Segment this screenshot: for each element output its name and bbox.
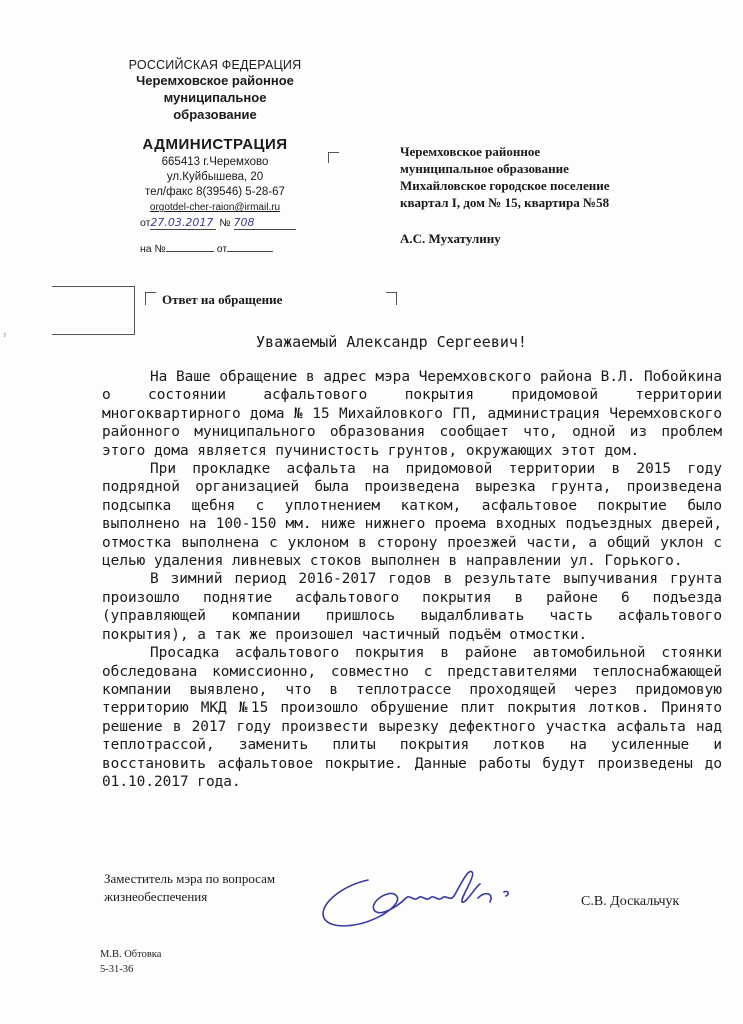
outgoing-date-prefix: от	[140, 217, 151, 229]
signatory-title-line-2: жизнеобеспечения	[104, 889, 208, 904]
sender-municipality-line-1: Черемховское районное	[136, 73, 294, 88]
recipient-line-1: Черемховское районное	[400, 144, 541, 159]
address-window-corner	[328, 152, 339, 163]
recipient-address	[400, 143, 609, 211]
sender-municipality-line-2: муниципальное	[163, 90, 267, 105]
signatory-title-line-1: Заместитель мэра по вопросам	[104, 871, 276, 886]
sender-address-line-3: тел/факс 8(39546) 5-28-67	[145, 186, 285, 198]
letter-body	[102, 368, 722, 791]
subject-corner-right	[386, 292, 397, 305]
outgoing-number	[140, 216, 296, 230]
sender-block	[100, 58, 330, 123]
recipient-line-3: Михайловское городское поселение	[400, 178, 610, 193]
recipient-line-2: муниципальное образование	[400, 161, 569, 176]
outgoing-no-label: №	[219, 217, 231, 229]
reference-number	[140, 243, 273, 255]
reference-from-label: от	[216, 243, 228, 255]
outgoing-date: 27.03.2017	[150, 216, 214, 229]
executor-phone: 5-31-36	[100, 964, 134, 975]
executor-info	[100, 947, 161, 977]
body-paragraph: На Ваше обращение в адрес мэра Черемховского района В.Л. Побойкина о состоянии асфальтового покрытия придомовой территории многоквартирного дома № 15 Михайловкого ГП, администрация Черемховского районного муниципального образования сообщает что, одной из проблем этого дома является пучинистость грунтов, окружающих этот дом.	[102, 369, 722, 459]
body-paragraph: В зимний период 2016-2017 годов в результате выпучивания грунта произошло поднятие асфальтового покрытия в районе 6 подъезда (управляющей компании пришлось выдалбливать часть асфальтового покрытия), а так же произошел частичный подъём отмостки.	[102, 571, 722, 643]
recipient-name: А.С. Мухатулину	[400, 231, 501, 246]
sender-country: РОССИЙСКАЯ ФЕДЕРАЦИЯ	[128, 58, 302, 72]
letter-subject: Ответ на обращение	[162, 292, 283, 307]
signatory-name: С.В. Доскальчук	[581, 894, 680, 909]
sender-address-line-2: ул.Куйбышева, 20	[166, 171, 264, 183]
sender-address-line-1: 665413 г.Черемхово	[161, 156, 269, 168]
sender-department: АДМИНИСТРАЦИЯ	[142, 136, 288, 153]
sender-address	[100, 155, 330, 215]
body-paragraph: При прокладке асфальта на придомовой территории в 2015 году подрядной организацией была произведена вырезка грунта, произведена подсыпка щебня с уплотнением катком, асфальтовое покрытие было выполнено на 100-150 мм. ниже нижнего проема входных подъездных дверей, отмостка выполнена с уклоном в сторону проезжей части, а общий уклон с целью удаления ливневых стоков выполнен в направлении ул. Горького.	[102, 461, 722, 570]
sender-municipality-line-3: образование	[173, 107, 257, 122]
reference-no-label: на №	[140, 243, 166, 255]
handwritten-signature	[310, 858, 540, 938]
recipient-line-4: квартал I, дом № 15, квартира №58	[400, 195, 610, 210]
signatory-title	[104, 870, 275, 906]
outgoing-number-value: 708	[233, 216, 255, 229]
sender-email: orgotdel-cher-raion@irmail.ru	[149, 202, 281, 213]
stamp-box	[52, 286, 135, 335]
margin-mark: ⁷	[3, 331, 7, 341]
salutation: Уважаемый Александр Сергеевич!	[256, 333, 527, 351]
executor-name: М.В. Обтовка	[100, 949, 162, 960]
body-paragraph: Просадка асфальтового покрытия в районе автомобильной стоянки обследована комиссионно, совместно с представителями теплоснабжающей компании выявлено, что в теплотрассе проходящей через придомовую территорию МКД №15 произошло обрушение плит покрытия лотков. Принято решение в 2017 году произвести вырезку дефектного участка асфальта над теплотрассой, заменить плиты покрытия лотков на усиленные и восстановить асфальтовое покрытие. Данные работы будут произведены до 01.10.2017 года.	[102, 645, 722, 790]
subject-corner-left	[145, 292, 156, 305]
